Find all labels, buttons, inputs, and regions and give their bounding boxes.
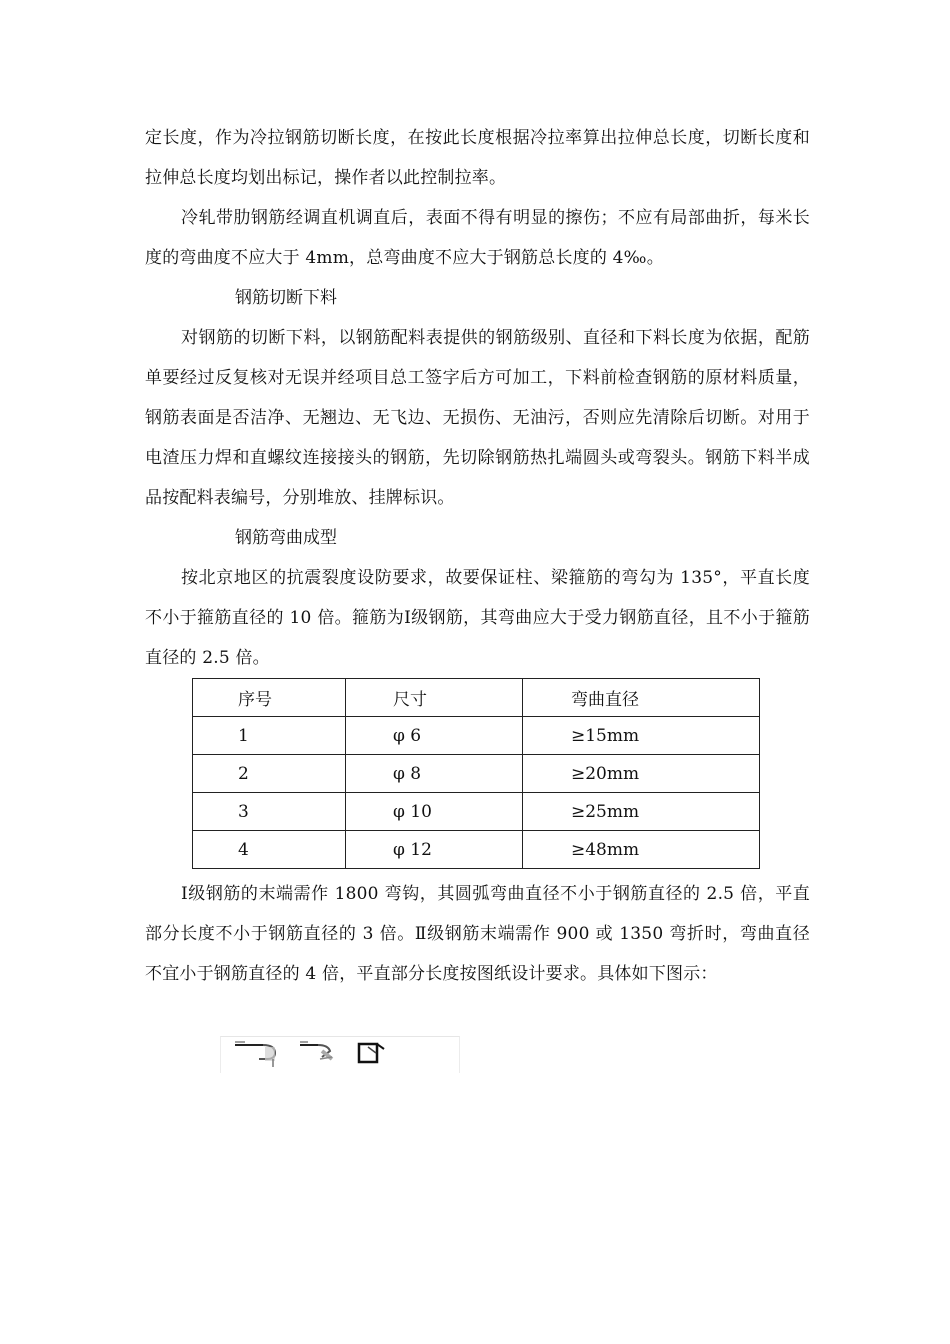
table-cell-bend-diameter: ≥15mm: [523, 717, 760, 755]
table-row: [193, 717, 760, 755]
hook-diagram-figure: [220, 1036, 460, 1073]
table-cell-bend-diameter: ≥20mm: [523, 755, 760, 793]
heading-cutting: 钢筋切断下料: [235, 288, 337, 308]
column-header-bend-diameter: 弯曲直径: [523, 679, 760, 717]
table-row: [193, 755, 760, 793]
table-cell-index: 2: [193, 755, 346, 793]
paragraph-bending: 按北京地区的抗震裂度设防要求，故要保证柱、梁箍筋的弯勾为 135°，平直长度不小于箍筋直径的 10 倍。箍筋为Ⅰ级钢筋，其弯曲应大于受力钢筋直径，且不小于箍筋直径的 2.5 倍。: [145, 568, 810, 668]
hook-180-icon: [231, 1037, 291, 1073]
paragraph-cold-drawing: 定长度，作为冷拉钢筋切断长度，在按此长度根据冷拉率算出拉伸总长度，切断长度和拉伸总长度均划出标记，操作者以此控制拉率。: [145, 128, 810, 188]
hook-135-icon: [296, 1037, 356, 1073]
stirrup-icon: [354, 1037, 404, 1073]
bending-diameter-table: [192, 678, 760, 869]
table-cell-size: φ 6: [346, 717, 523, 755]
column-header-size: 尺寸: [346, 679, 523, 717]
table-cell-size: φ 10: [346, 793, 523, 831]
table-cell-bend-diameter: ≥25mm: [523, 793, 760, 831]
paragraph-cutting: 对钢筋的切断下料，以钢筋配料表提供的钢筋级别、直径和下料长度为依据，配筋单要经过反复核对无误并经项目总工签字后方可加工，下料前检查钢筋的原材料质量，钢筋表面是否洁净、无翘边、无飞边、无损伤、无油污，否则应先清除后切断。对用于电渣压力焊和直螺纹连接接头的钢筋，先切除钢筋热扎端圆头或弯裂头。钢筋下料半成品按配料表编号，分别堆放、挂牌标识。: [145, 328, 810, 508]
table-cell-index: 1: [193, 717, 346, 755]
table-cell-index: 4: [193, 831, 346, 869]
paragraph-cold-rolled: 冷轧带肋钢筋经调直机调直后，表面不得有明显的擦伤；不应有局部曲折，每米长度的弯曲度不应大于 4mm，总弯曲度不应大于钢筋总长度的 4‰。: [145, 208, 810, 268]
table-cell-size: φ 8: [346, 755, 523, 793]
heading-bending: 钢筋弯曲成型: [235, 528, 337, 548]
column-header-index: 序号: [193, 679, 346, 717]
document-body: [145, 118, 810, 994]
table-row: [193, 831, 760, 869]
table-row: [193, 793, 760, 831]
table-header-row: [193, 679, 760, 717]
table-cell-size: φ 12: [346, 831, 523, 869]
table-cell-index: 3: [193, 793, 346, 831]
paragraph-hooks: Ⅰ级钢筋的末端需作 1800 弯钩，其圆弧弯曲直径不小于钢筋直径的 2.5 倍，平直部分长度不小于钢筋直径的 3 倍。Ⅱ级钢筋末端需作 900 或 1350 弯折时，弯曲直径不宜小于钢筋直径的 4 倍，平直部分长度按图纸设计要求。具体如下图示：: [145, 884, 810, 984]
table-cell-bend-diameter: ≥48mm: [523, 831, 760, 869]
